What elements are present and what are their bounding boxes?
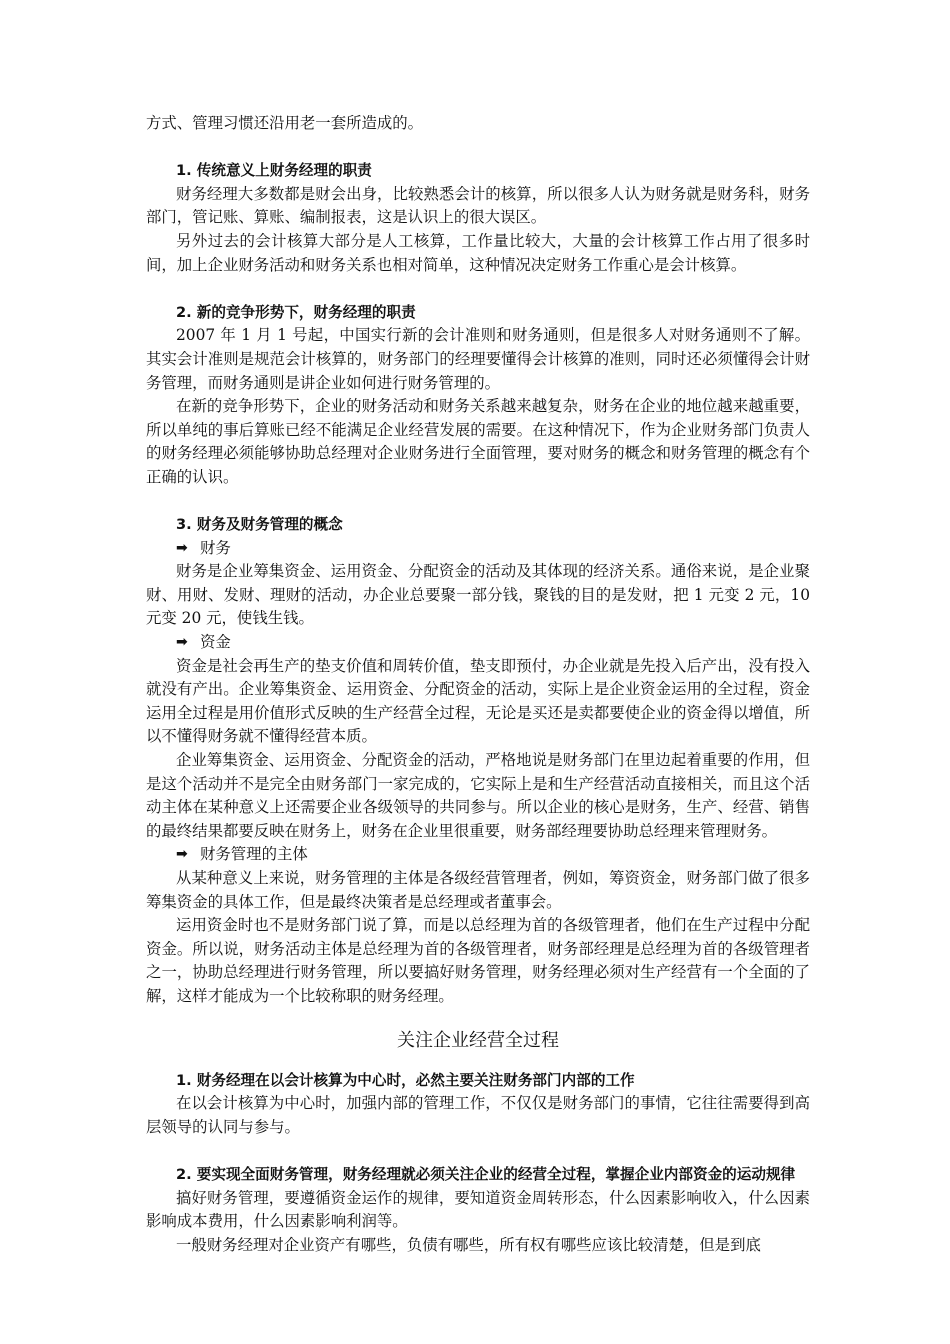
- paragraph-assets-liabilities: 一般财务经理对企业资产有哪些，负债有哪些，所有权有哪些应该比较清楚，但是到底: [176, 1235, 761, 1254]
- paragraph-finance-definition: 财务是企业筹集资金、运用资金、分配资金的活动及其体现的经济关系。通俗来说，是企业聚财、用财、发财、理财的活动，办企业总要聚一部分钱，聚钱的目的是发财，把 1 元变 2 元，10 元变 20 元，使钱生钱。: [146, 562, 810, 628]
- bullet-management-subject-label: 财务管理的主体: [200, 845, 308, 864]
- arrow-right-icon: ➡: [176, 539, 188, 556]
- spacer: [146, 490, 810, 514]
- document-page: [146, 112, 810, 1257]
- heading-new-competition-duties: 2. 新的竞争形势下，财务经理的职责: [176, 303, 416, 321]
- heading-accounting-center: 1. 财务经理在以会计核算为中心时，必然主要关注财务部门内部的工作: [176, 1071, 635, 1089]
- paragraph-traditional-2: 另外过去的会计核算大部分是人工核算，工作量比较大，大量的会计核算工作占用了很多时间，加上企业财务活动和财务关系也相对简单，这种情况决定财务工作重心是会计核算。: [146, 231, 810, 274]
- spacer: [146, 136, 810, 160]
- heading-traditional-duties: 1. 传统意义上财务经理的职责: [176, 162, 372, 180]
- paragraph-new-rules: 2007 年 1 月 1 号起，中国实行新的会计准则和财务通则，但是很多人对财务通则不了解。其实会计准则是规范会计核算的，财务部门的经理要懂得会计核算的准则，同时还必须懂得会计财务管理，而财务通则是讲企业如何进行财务管理的。: [146, 326, 810, 392]
- paragraph-accounting-center: 在以会计核算为中心时，加强内部的管理工作，不仅仅是财务部门的事情，它往往需要得到高层领导的认同与参与。: [146, 1094, 810, 1136]
- bullet-capital-label: 资金: [200, 633, 231, 652]
- paragraph-management-subject-1: 从某种意义上来说，财务管理的主体是各级经营管理者，例如，筹资资金，财务部门做了很多筹集资金的具体工作，但是最终决策者是总经理或者董事会。: [146, 869, 810, 911]
- bullet-finance: [146, 537, 810, 561]
- section-title: 关注企业经营全过程: [397, 1029, 559, 1051]
- bullet-capital: [146, 631, 810, 655]
- heading-full-management: 2. 要实现全面财务管理，财务经理就必须关注企业的经营全过程，掌握企业内部资金的运动规律: [176, 1165, 796, 1183]
- bullet-finance-label: 财务: [200, 538, 231, 557]
- bullet-management-subject: [146, 843, 810, 867]
- heading-finance-concepts: 3. 财务及财务管理的概念: [176, 516, 343, 534]
- paragraph-traditional-1: 财务经理大多数都是财会出身，比较熟悉会计的核算，所以很多人认为财务就是财务科，财务部门，管记账、算账、编制报表，这是认识上的很大误区。: [146, 184, 810, 227]
- paragraph-capital-definition: 资金是社会再生产的垫支价值和周转价值，垫支即预付，办企业就是先投入后产出，没有投入就没有产出。企业筹集资金、运用资金、分配资金的活动，实际上是企业资金运用的全过程，资金运用全过程是用价值形式反映的生产经营全过程，无论是买还是卖都要使企业的资金得以增值，所以不懂得财务就不懂得经营本质。: [146, 656, 810, 746]
- paragraph-capital-rules: 搞好财务管理，要遵循资金运作的规律，要知道资金周转形态，什么因素影响收入，什么因素影响成本费用，什么因素影响利润等。: [146, 1188, 810, 1231]
- paragraph-capital-activities: 企业筹集资金、运用资金、分配资金的活动，严格地说是财务部门在里边起着重要的作用，但是这个活动并不是完全由财务部门一家完成的，它实际上是和生产经营活动直接相关，而且这个活动主体在某种意义上还需要企业各级领导的共同参与。所以企业的核心是财务，生产、经营、销售的最终结果都要反映在财务上，财务在企业里很重要，财务部经理要协助总经理来管理财务。: [146, 751, 810, 840]
- paragraph-new-competition: 在新的竞争形势下，企业的财务活动和财务关系越来越复杂，财务在企业的地位越来越重要，所以单纯的事后算账已经不能满足企业经营发展的需要。在这种情况下，作为企业财务部门负责人的财务经理必须能够协助总经理对企业财务进行全面管理，要对财务的概念和财务管理的概念有个正确的认识。: [146, 397, 810, 486]
- spacer: [146, 1009, 810, 1023]
- arrow-right-icon: ➡: [176, 634, 188, 651]
- arrow-right-icon: ➡: [176, 846, 188, 863]
- spacer: [146, 277, 810, 301]
- spacer: [146, 1139, 810, 1163]
- paragraph-management-subject-2: 运用资金时也不是财务部门说了算，而是以总经理为首的各级管理者，他们在生产过程中分配资金。所以说，财务活动主体是总经理为首的各级管理者，财务部经理是总经理为首的各级管理者之一，协助总经理进行财务管理，所以要搞好财务管理，财务经理必须对生产经营有一个全面的了解，这样才能成为一个比较称职的财务经理。: [146, 916, 810, 1005]
- spacer: [146, 1059, 810, 1069]
- intro-tail-paragraph: 方式、管理习惯还沿用老一套所造成的。: [146, 114, 424, 132]
